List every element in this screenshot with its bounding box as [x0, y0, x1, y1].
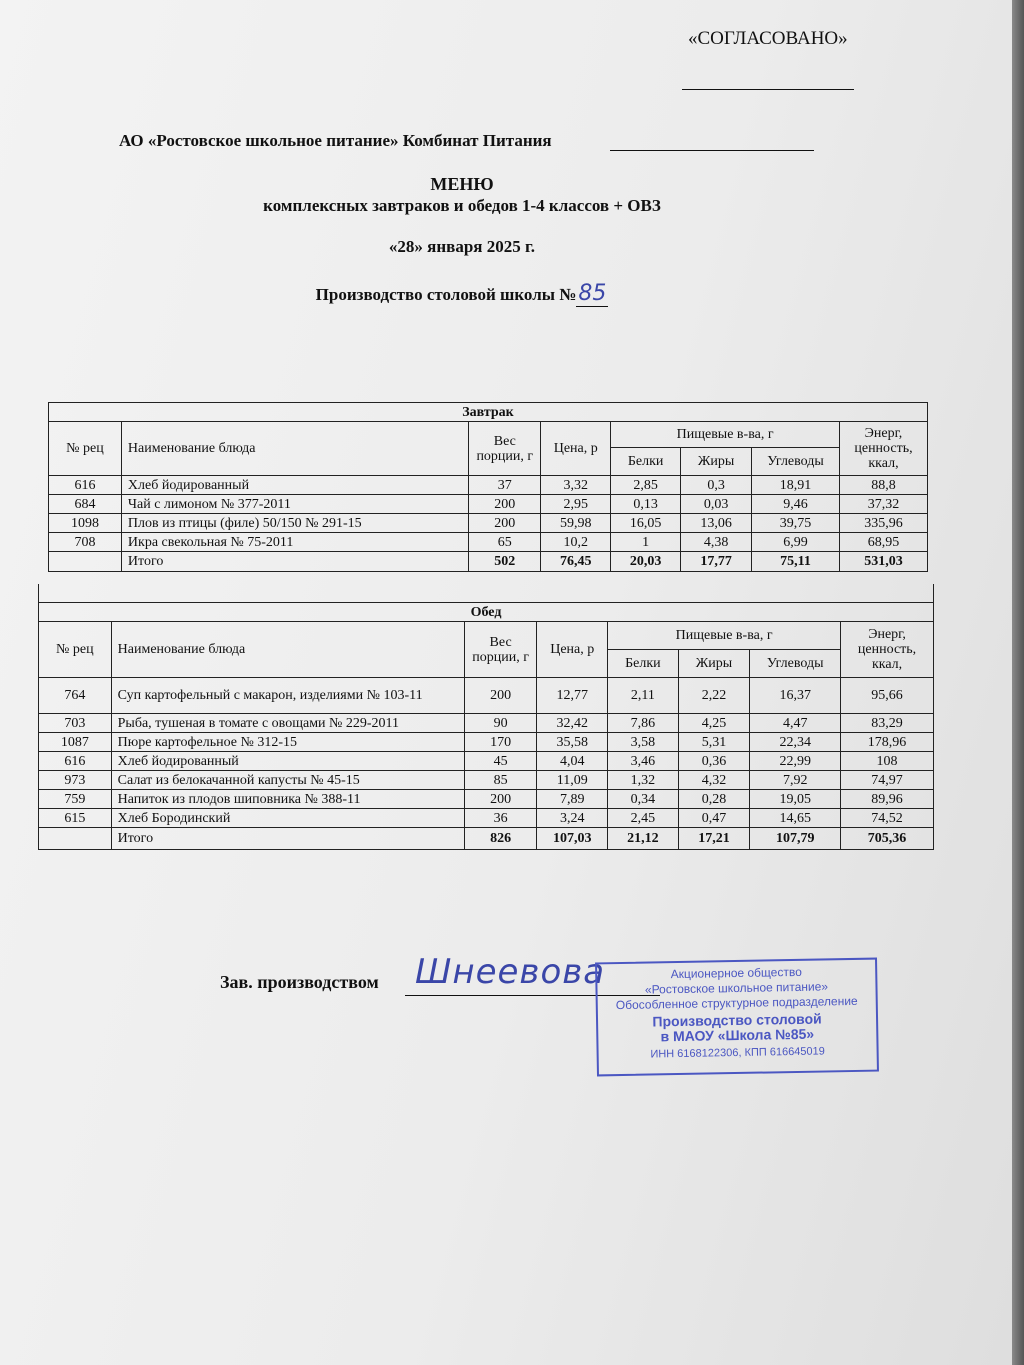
cell-carbs: 9,46: [752, 495, 840, 514]
total-label: Итого: [111, 828, 464, 850]
total-carbs: 75,11: [752, 552, 840, 572]
col-weight: Вес порции, г: [464, 622, 537, 678]
cell-fat: 2,22: [678, 678, 750, 714]
cell-price: 2,95: [541, 495, 611, 514]
cell-name: Икра свекольная № 75-2011: [121, 533, 468, 552]
cell-protein: 1: [611, 533, 681, 552]
cell-weight: 200: [464, 790, 537, 809]
cell-carbs: 22,34: [750, 733, 841, 752]
cell-weight: 85: [464, 771, 537, 790]
production-label: Производство столовой школы №: [315, 285, 577, 304]
cell-name: Хлеб Бородинский: [111, 809, 464, 828]
col-nutrients: Пищевые в-ва, г: [608, 622, 841, 650]
cell-price: 12,77: [537, 678, 608, 714]
table-row: [39, 752, 934, 771]
cell-carbs: 6,99: [752, 533, 840, 552]
col-rec: № рец: [39, 622, 112, 678]
cell-fat: 0,28: [678, 790, 750, 809]
cell-protein: 16,05: [611, 514, 681, 533]
cell-fat: 0,47: [678, 809, 750, 828]
total-weight: 502: [469, 552, 541, 572]
lunch-total-row: [39, 828, 934, 850]
cell-energy: 83,29: [841, 714, 934, 733]
cell-weight: 170: [464, 733, 537, 752]
stamp-line-6: ИНН 6168122306, КПП 616645019: [650, 1045, 825, 1061]
lunch-rows: [39, 678, 934, 828]
breakfast-rows: [49, 476, 928, 552]
cell-energy: 89,96: [841, 790, 934, 809]
signature-label: Зав. производством: [220, 972, 379, 992]
cell-name: Салат из белокачанной капусты № 45-15: [111, 771, 464, 790]
cell-fat: 13,06: [681, 514, 752, 533]
col-fat: Жиры: [678, 650, 750, 678]
cell-price: 32,42: [537, 714, 608, 733]
cell-price: 3,24: [537, 809, 608, 828]
col-protein: Белки: [608, 650, 679, 678]
cell-price: 7,89: [537, 790, 608, 809]
school-number: 85: [578, 281, 607, 306]
table-row: [39, 790, 934, 809]
page-edge-shadow: [1012, 0, 1024, 1365]
cell-rec: 1098: [49, 514, 122, 533]
cell-fat: 4,38: [681, 533, 752, 552]
total-label: Итого: [121, 552, 468, 572]
total-weight: 826: [464, 828, 537, 850]
cell-protein: 3,46: [608, 752, 679, 771]
organization-stamp: [595, 958, 879, 1077]
lunch-title: Обед: [39, 603, 934, 622]
breakfast-table: [48, 402, 928, 572]
total-price: 76,45: [541, 552, 611, 572]
lunch-table: [38, 584, 934, 850]
cell-carbs: 7,92: [750, 771, 841, 790]
menu-date: «28» января 2025 г.: [388, 237, 536, 256]
cell-price: 10,2: [541, 533, 611, 552]
cell-carbs: 39,75: [752, 514, 840, 533]
cell-name: Суп картофельный с макарон, изделиями № 103-11: [111, 678, 464, 714]
cell-energy: 68,95: [839, 533, 927, 552]
cell-fat: 4,32: [678, 771, 750, 790]
cell-protein: 0,13: [611, 495, 681, 514]
cell-protein: 1,32: [608, 771, 679, 790]
table-row: [39, 771, 934, 790]
organization-name: АО «Ростовское школьное питание» Комбинат Питания: [119, 131, 552, 150]
table-row: [39, 678, 934, 714]
col-price: Цена, р: [541, 422, 611, 476]
cell-price: 59,98: [541, 514, 611, 533]
cell-name: Чай с лимоном № 377-2011: [121, 495, 468, 514]
cell-energy: 74,97: [841, 771, 934, 790]
cell-rec: 703: [39, 714, 112, 733]
table-row: [49, 533, 928, 552]
cell-protein: 7,86: [608, 714, 679, 733]
cell-fat: 0,3: [681, 476, 752, 495]
cell-energy: 37,32: [839, 495, 927, 514]
cell-carbs: 19,05: [750, 790, 841, 809]
total-energy: 531,03: [839, 552, 927, 572]
cell-name: Хлеб йодированный: [121, 476, 468, 495]
stamp-line-1: Акционерное общество: [670, 964, 802, 982]
total-price: 107,03: [537, 828, 608, 850]
total-fat: 17,21: [678, 828, 750, 850]
cell-energy: 108: [841, 752, 934, 771]
col-fat: Жиры: [681, 448, 752, 476]
cell-protein: 0,34: [608, 790, 679, 809]
col-protein: Белки: [611, 448, 681, 476]
cell-rec: 973: [39, 771, 112, 790]
cell-weight: 65: [469, 533, 541, 552]
cell-weight: 200: [469, 514, 541, 533]
cell-price: 35,58: [537, 733, 608, 752]
breakfast-title: Завтрак: [49, 403, 928, 422]
cell-fat: 5,31: [678, 733, 750, 752]
col-carbs: Углеводы: [750, 650, 841, 678]
organization-blank-line: [610, 150, 814, 151]
cell-rec: 616: [49, 476, 122, 495]
cell-energy: 88,8: [839, 476, 927, 495]
cell-fat: 0,03: [681, 495, 752, 514]
table-row: [49, 495, 928, 514]
cell-rec: 708: [49, 533, 122, 552]
cell-carbs: 4,47: [750, 714, 841, 733]
cell-weight: 90: [464, 714, 537, 733]
table-row: [39, 809, 934, 828]
cell-energy: 178,96: [841, 733, 934, 752]
cell-energy: 95,66: [841, 678, 934, 714]
table-row: [49, 514, 928, 533]
col-name: Наименование блюда: [111, 622, 464, 678]
cell-energy: 74,52: [841, 809, 934, 828]
cell-name: Плов из птицы (филе) 50/150 № 291-15: [121, 514, 468, 533]
cell-weight: 37: [469, 476, 541, 495]
cell-protein: 2,45: [608, 809, 679, 828]
col-price: Цена, р: [537, 622, 608, 678]
stamp-line-3: Обособленное структурное подразделение: [615, 993, 858, 1013]
cell-price: 11,09: [537, 771, 608, 790]
cell-carbs: 22,99: [750, 752, 841, 771]
cell-name: Напиток из плодов шиповника № 388-11: [111, 790, 464, 809]
cell-price: 4,04: [537, 752, 608, 771]
cell-name: Пюре картофельное № 312-15: [111, 733, 464, 752]
cell-carbs: 14,65: [750, 809, 841, 828]
section-gap: [39, 584, 934, 603]
stamp-line-5: в МАОУ «Школа №85»: [660, 1025, 815, 1045]
total-fat: 17,77: [681, 552, 752, 572]
stamp-line-2: «Ростовское школьное питание»: [644, 979, 829, 997]
col-carbs: Углеводы: [752, 448, 840, 476]
cell-rec: 615: [39, 809, 112, 828]
cell-rec: 684: [49, 495, 122, 514]
cell-weight: 36: [464, 809, 537, 828]
col-energy: Энерг, ценность, ккал,: [841, 622, 934, 678]
cell-weight: 200: [469, 495, 541, 514]
cell-weight: 45: [464, 752, 537, 771]
col-energy: Энерг, ценность, ккал,: [839, 422, 927, 476]
table-row: [39, 733, 934, 752]
menu-subtitle: комплексных завтраков и обедов 1-4 классов + ОВЗ: [263, 196, 661, 215]
cell-rec: 764: [39, 678, 112, 714]
total-protein: 20,03: [611, 552, 681, 572]
menu-title: МЕНЮ: [430, 174, 494, 194]
handwritten-signature: Шнеевова: [415, 952, 606, 992]
cell-name: Хлеб йодированный: [111, 752, 464, 771]
cell-energy: 335,96: [839, 514, 927, 533]
cell-rec: 616: [39, 752, 112, 771]
cell-protein: 3,58: [608, 733, 679, 752]
table-row: [39, 714, 934, 733]
cell-weight: 200: [464, 678, 537, 714]
total-protein: 21,12: [608, 828, 679, 850]
cell-protein: 2,11: [608, 678, 679, 714]
col-nutrients: Пищевые в-ва, г: [611, 422, 840, 448]
cell-rec: 1087: [39, 733, 112, 752]
total-energy: 705,36: [841, 828, 934, 850]
col-rec: № рец: [49, 422, 122, 476]
breakfast-total-row: [49, 552, 928, 572]
table-row: [49, 476, 928, 495]
cell-carbs: 18,91: [752, 476, 840, 495]
agreed-label: «СОГЛАСОВАНО»: [688, 28, 848, 49]
cell-carbs: 16,37: [750, 678, 841, 714]
cell-fat: 4,25: [678, 714, 750, 733]
stamp-line-4: Производство столовой: [652, 1010, 822, 1030]
agreed-signature-line: [682, 89, 854, 90]
cell-rec: 759: [39, 790, 112, 809]
production-line: [0, 281, 924, 306]
total-carbs: 107,79: [750, 828, 841, 850]
cell-fat: 0,36: [678, 752, 750, 771]
cell-name: Рыба, тушеная в томате с овощами № 229-2011: [111, 714, 464, 733]
cell-price: 3,32: [541, 476, 611, 495]
col-name: Наименование блюда: [121, 422, 468, 476]
cell-protein: 2,85: [611, 476, 681, 495]
col-weight: Вес порции, г: [469, 422, 541, 476]
